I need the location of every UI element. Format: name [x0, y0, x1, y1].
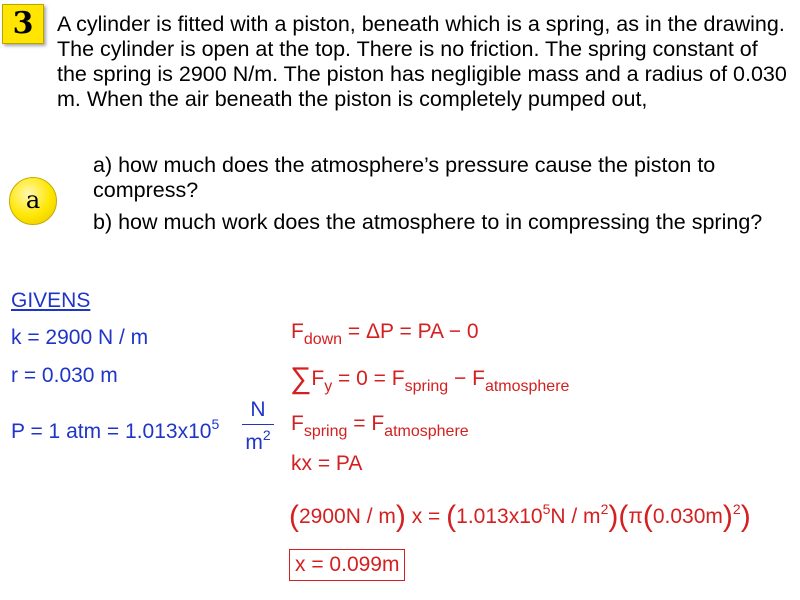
sigma-symbol: ∑ — [290, 362, 312, 395]
given-r: r = 0.030 m — [11, 364, 118, 387]
fraction-bar — [242, 424, 274, 425]
givens-heading: GIVENS — [11, 289, 91, 312]
question-part-a: a) how much does the atmosphere’s pressure cause the piston to compress? — [93, 153, 716, 202]
given-pressure-unit — [242, 398, 274, 455]
given-pressure — [11, 416, 219, 444]
equation-f-spring: $F_{spring} = F_{atmosphere}$ — [291, 412, 469, 440]
equation-sum-forces: $\sum F_y = 0 = F_{spring} - F_{atmosphere}$ — [290, 362, 570, 395]
given-pressure-exponent: 5 — [211, 416, 220, 432]
equation-kx-pa: kx = PA — [291, 452, 363, 475]
equation-substitution: (2900N / m) $x = (1.013x10^5N / m^2)(\pi(0.030m)^2)$ — [289, 500, 751, 533]
given-k: k = 2900 N / m — [11, 326, 149, 349]
problem-statement: A cylinder is fitted with a piston, beneath which is a spring, as in the drawing. The cylinder is open at the top. There is no friction. The spring constant of the spring is 2900 N/m. The piston has negligible mass and a radius of 0.030 m. When the air beneath the piston is completely pumped out, — [57, 12, 787, 111]
unit-numerator: N — [250, 398, 266, 421]
final-answer: x = 0.099m — [289, 549, 405, 581]
part-a-badge: a — [9, 177, 57, 225]
problem-number-badge: 3 — [2, 4, 44, 44]
unit-denominator: $m^2$ — [245, 427, 271, 454]
equation-f-down: $F_{down} = \Delta P$ = PA − 0 — [291, 320, 479, 348]
given-pressure-value: P = 1 atm = 1.013x10 — [11, 420, 212, 443]
question-part-b: b) how much work does the atmosphere to in compressing the spring? — [93, 210, 763, 234]
